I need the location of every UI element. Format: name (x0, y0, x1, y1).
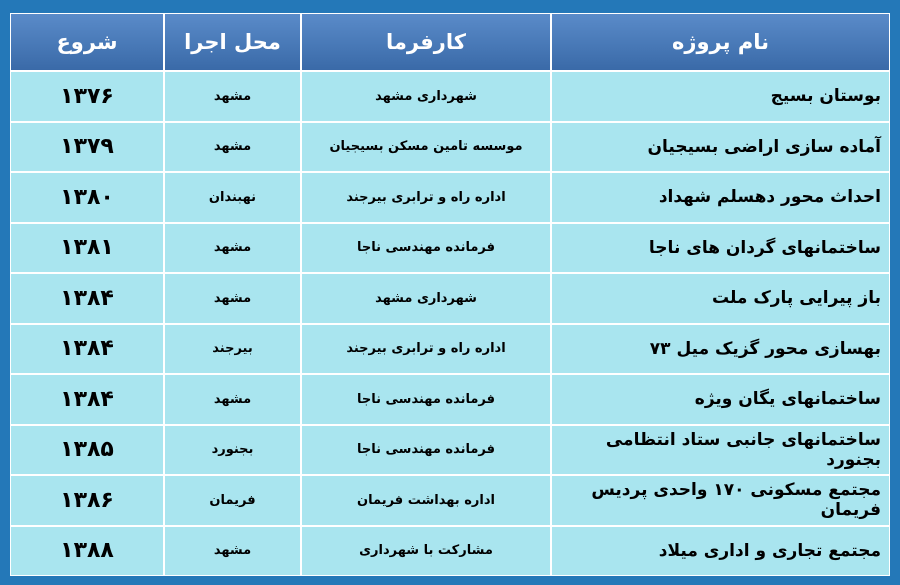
client-cell: اداره راه و ترابری بیرجند (301, 324, 551, 375)
start-year-cell: ۱۳۸۱ (10, 223, 164, 274)
header-place: محل اجرا (164, 13, 301, 71)
project-name-cell: احداث محور دهسلم شهداد (551, 172, 890, 223)
start-year-cell: ۱۳۸۶ (10, 475, 164, 526)
project-name-cell: باز پیرایی پارک ملت (551, 273, 890, 324)
client-cell: اداره بهداشت فریمان (301, 475, 551, 526)
place-cell: مشهد (164, 71, 301, 122)
client-cell: فرمانده مهندسی ناجا (301, 425, 551, 476)
place-cell: مشهد (164, 223, 301, 274)
table-row (10, 526, 890, 577)
place-cell: مشهد (164, 122, 301, 173)
client-cell: فرمانده مهندسی ناجا (301, 223, 551, 274)
start-year-cell: ۱۳۸۸ (10, 526, 164, 577)
table-row (10, 71, 890, 122)
place-cell: مشهد (164, 526, 301, 577)
project-name-cell: ساختمانهای گردان های ناجا (551, 223, 890, 274)
start-year-cell: ۱۳۷۶ (10, 71, 164, 122)
header-project-name: نام پروژه (551, 13, 890, 71)
client-cell: مشارکت با شهرداری (301, 526, 551, 577)
place-cell: مشهد (164, 374, 301, 425)
table-row (10, 425, 890, 476)
place-cell: مشهد (164, 273, 301, 324)
start-year-cell: ۱۳۸۴ (10, 324, 164, 375)
client-cell: شهرداری مشهد (301, 273, 551, 324)
client-cell: اداره راه و ترابری بیرجند (301, 172, 551, 223)
header-client: کارفرما (301, 13, 551, 71)
place-cell: نهبندان (164, 172, 301, 223)
table-row (10, 223, 890, 274)
client-cell: شهرداری مشهد (301, 71, 551, 122)
start-year-cell: ۱۳۷۹ (10, 122, 164, 173)
start-year-cell: ۱۳۸۰ (10, 172, 164, 223)
table-row (10, 273, 890, 324)
project-name-cell: آماده سازی اراضی بسیجیان (551, 122, 890, 173)
table-row (10, 374, 890, 425)
table-row (10, 475, 890, 526)
header-start: شروع (10, 13, 164, 71)
table-row (10, 172, 890, 223)
place-cell: بجنورد (164, 425, 301, 476)
project-name-cell: بهسازی محور گزیک میل ۷۳ (551, 324, 890, 375)
project-name-cell: ساختمانهای جانبی ستاد انتظامی بجنورد (551, 425, 890, 476)
project-name-cell: مجتمع تجاری و اداری میلاد (551, 526, 890, 577)
start-year-cell: ۱۳۸۴ (10, 273, 164, 324)
projects-table (10, 13, 890, 576)
place-cell: بیرجند (164, 324, 301, 375)
header-row (10, 13, 890, 71)
client-cell: فرمانده مهندسی ناجا (301, 374, 551, 425)
start-year-cell: ۱۳۸۵ (10, 425, 164, 476)
client-cell: موسسه تامین مسکن بسیجیان (301, 122, 551, 173)
project-name-cell: مجتمع مسکونی ۱۷۰ واحدی پردیس فریمان (551, 475, 890, 526)
place-cell: فریمان (164, 475, 301, 526)
table-row (10, 122, 890, 173)
project-name-cell: ساختمانهای یگان ویژه (551, 374, 890, 425)
project-name-cell: بوستان بسیج (551, 71, 890, 122)
table-row (10, 324, 890, 375)
start-year-cell: ۱۳۸۴ (10, 374, 164, 425)
